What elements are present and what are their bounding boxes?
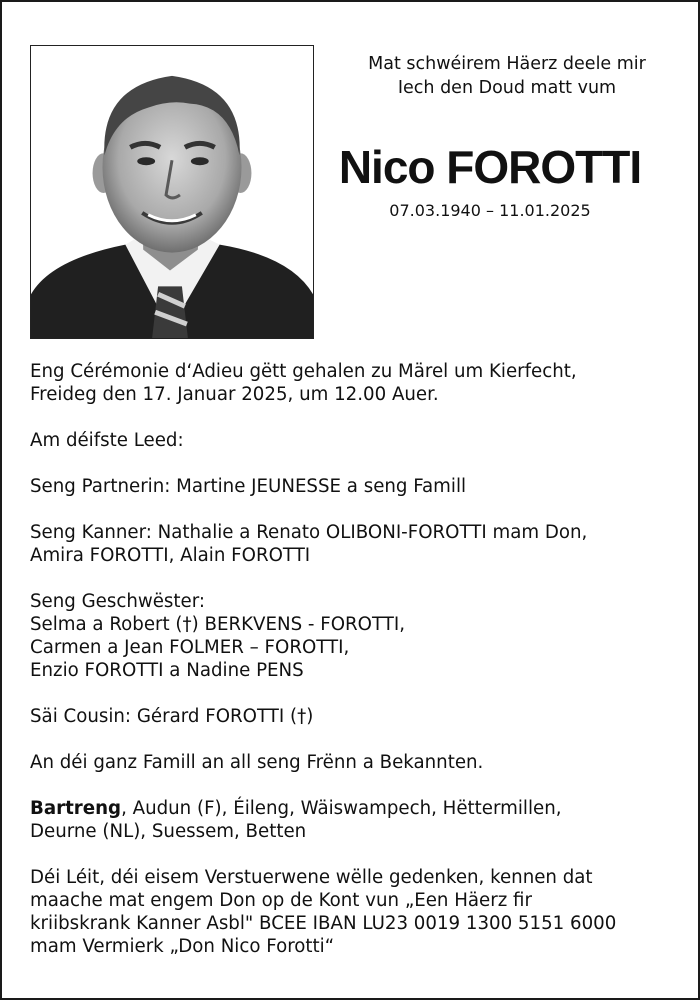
text-line: Selma a Robert (†) BERKVENS - FOROTTI, (30, 614, 406, 635)
children-paragraph (30, 521, 690, 567)
places-paragraph (30, 797, 690, 843)
text-line: Eng Cérémonie d‘Adieu gëtt gehalen zu Märel um Kierfecht, (30, 361, 577, 382)
text-line: maache mat engem Don op de Kont vun „Een Häerz fir (30, 890, 532, 911)
text-line: mam Vermierk „Don Nico Forotti“ (30, 936, 335, 957)
deceased-name: Nico FOROTTI (338, 141, 642, 193)
intro-line: Iech den Doud matt vum (397, 78, 617, 98)
text-line: Säi Cousin: Gérard FOROTTI (†) (30, 706, 314, 727)
intro-line: Mat schwéirem Häerz deele mir (368, 54, 646, 74)
text-line: An déi ganz Famill an all seng Frënn a Bekannten. (30, 752, 484, 773)
text-line: Déi Léit, déi eisem Verstuerwene wëlle gedenken, kennen dat (30, 867, 593, 888)
obituary-body (30, 360, 690, 981)
text-line: Freideg den 17. Januar 2025, um 12.00 Auer. (30, 384, 439, 405)
places-rest: , Audun (F), Éileng, Wäiswampech, Hëttermillen, (121, 798, 562, 819)
text-line: kriibskrank Kanner Asbl" BCEE IBAN LU23 0019 1300 5151 6000 (30, 913, 617, 934)
text-line: Enzio FOROTTI a Nadine PENS (30, 660, 304, 681)
text-line: Carmen a Jean FOLMER – FOROTTI, (30, 637, 350, 658)
donation-paragraph (30, 866, 690, 958)
siblings-paragraph (30, 590, 690, 682)
partner-paragraph (30, 475, 690, 498)
intro-text (322, 52, 692, 100)
text-line (30, 797, 690, 820)
life-dates: 07.03.1940 – 11.01.2025 (389, 201, 591, 220)
text-line: Seng Partnerin: Martine JEUNESSE a seng Famill (30, 476, 467, 497)
text-line: Amira FOROTTI, Alain FOROTTI (30, 545, 311, 566)
text-line: Am déifste Leed: (30, 430, 184, 451)
portrait-photo (30, 45, 314, 339)
places-bold: Bartreng (30, 798, 122, 819)
text-line: Seng Geschwëster: (30, 591, 206, 612)
text-line: Seng Kanner: Nathalie a Renato OLIBONI-FOROTTI mam Don, (30, 522, 588, 543)
cousin-paragraph (30, 705, 690, 728)
family-paragraph (30, 751, 690, 774)
ceremony-paragraph (30, 360, 690, 406)
portrait-illustration (31, 46, 313, 338)
text-line: Deurne (NL), Suessem, Betten (30, 821, 307, 842)
mourning-paragraph (30, 429, 690, 452)
